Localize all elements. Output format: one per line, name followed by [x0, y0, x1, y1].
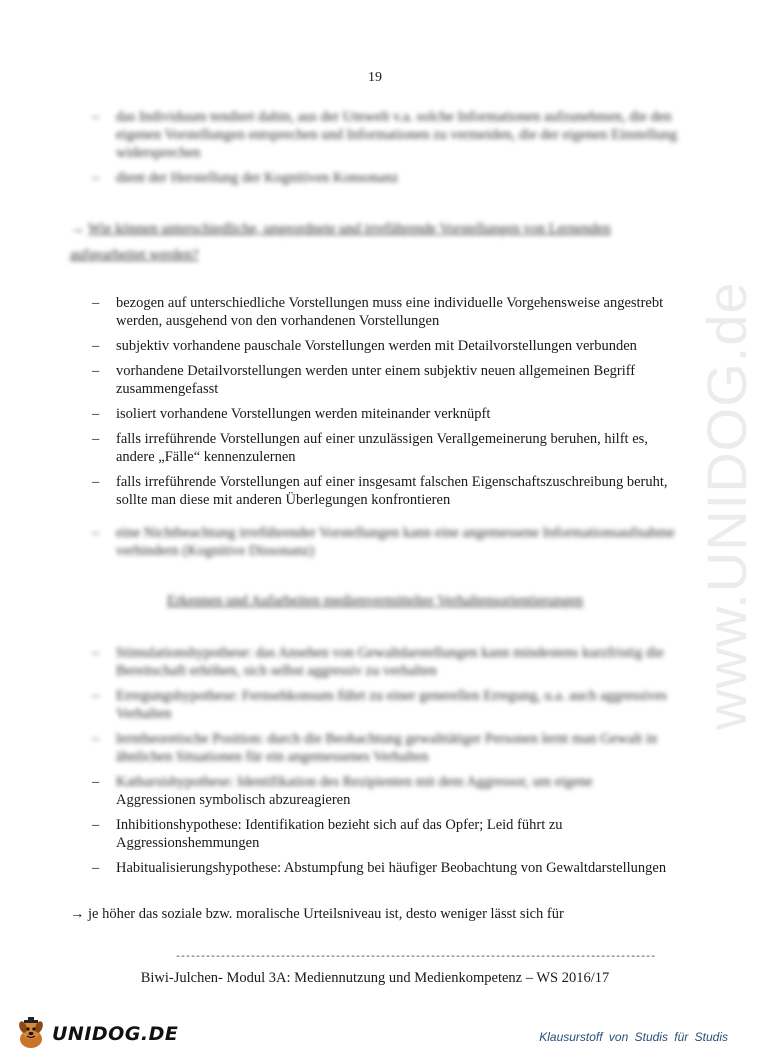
arrow-icon: →: [70, 221, 85, 237]
arrow-icon: →: [70, 906, 85, 922]
list-item: – vorhandene Detailvorstellungen werden unter einem subjektiv neuen allgemeinen Begriff zusammengefasst: [92, 362, 682, 398]
footer-rule: ------------------------------------------------------------------------------------------------: [175, 952, 656, 963]
main-list: [92, 294, 682, 516]
watermark: www.UNIDOG.de: [695, 281, 758, 730]
conclusion-text: je höher das soziale bzw. moralische Urteilsniveau ist, desto weniger lässt sich für: [88, 906, 564, 922]
conclusion-line: [70, 906, 670, 923]
katharsis-blurred: – Katharsishypothese: Identifikation des Rezipienten mit dem Aggressor, um eigene: [116, 774, 593, 790]
list-item: – isoliert vorhandene Vorstellungen werden miteinander verknüpft: [92, 405, 682, 423]
hypotheses-list: [92, 644, 682, 884]
list-item: – Stimulationshypothese: das Ansehen von Gewaltdarstellungen kann mindestens kurzfristig die Bereitschaft erhöhen, sich selbst aggressiv zu verhalten: [92, 644, 682, 680]
list-item: – das Individuum tendiert dahin, aus der Umwelt v.a. solche Informationen aufzunehmen, die den eigenen Vorstellungen entsprechen und Informationen zu vermeiden, die der eigenen Einstellung widersprechen: [92, 108, 682, 162]
tagline: Klausurstoff von Studis für Studis: [539, 1030, 728, 1044]
section-heading: Erkennen und Aufarbeiten medienvermittelter Verhaltensorientierungen: [166, 593, 584, 609]
list-item: – Inhibitionshypothese: Identifikation bezieht sich auf das Opfer; Leid führt zu Aggressionshemmungen: [92, 816, 682, 852]
footer-text: Biwi-Julchen- Modul 3A: Mediennutzung und Medienkompetenz – WS 2016/17: [140, 970, 610, 986]
list-item: – falls irreführende Vorstellungen auf einer insgesamt falschen Eigenschaftszuschreibung beruht, sollte man diese mit anderen Überlegungen konfrontieren: [92, 473, 682, 509]
list-item: – subjektiv vorhandene pauschale Vorstellungen werden mit Detailvorstellungen verbunden: [92, 337, 682, 355]
list-item: – eine Nichtbeachtung irreführender Vorstellungen kann eine angemessene Informationsaufnahme verhindern (Kognitive Dissonanz): [92, 524, 682, 560]
list-item: – dient der Herstellung der Kognitiven Konsonanz: [92, 169, 682, 187]
list-item: [92, 773, 682, 809]
top-list: [92, 108, 682, 194]
list-item: – Erregungshypothese: Fernsehkonsum führt zu einer generellen Erregung, u.a. auch aggressives Verhalten: [92, 687, 682, 723]
katharsis-visible: Aggressionen symbolisch abzureagieren: [116, 792, 351, 808]
logo-text: UNIDOG.DE: [52, 1023, 179, 1045]
question-heading: [70, 216, 660, 268]
question-text: Wie können unterschiedliche, ungeordnete und irreführende Vorstellungen von Lernenden aufgearbeitet werden?: [70, 221, 611, 263]
page-number: 19: [368, 70, 382, 85]
logo[interactable]: [14, 1016, 178, 1052]
list-item: – Habitualisierungshypothese: Abstumpfung bei häufiger Beobachtung von Gewaltdarstellungen: [92, 859, 682, 877]
list-item: – falls irreführende Vorstellungen auf einer unzulässigen Verallgemeinerung beruhen, hilft es, andere „Fälle“ kennenzulernen: [92, 430, 682, 466]
list-item: – bezogen auf unterschiedliche Vorstellungen muss eine individuelle Vorgehensweise angestrebt werden, ausgehend von den vorhandenen Vorstellungen: [92, 294, 682, 330]
dog-mascot-icon: [14, 1017, 48, 1051]
blurred-list: [92, 524, 682, 567]
list-item: – lerntheoretische Position: durch die Beobachtung gewalttätiger Personen lernt man Gewalt in ähnlichen Situationen für ein angemessenes Verhalten: [92, 730, 682, 766]
